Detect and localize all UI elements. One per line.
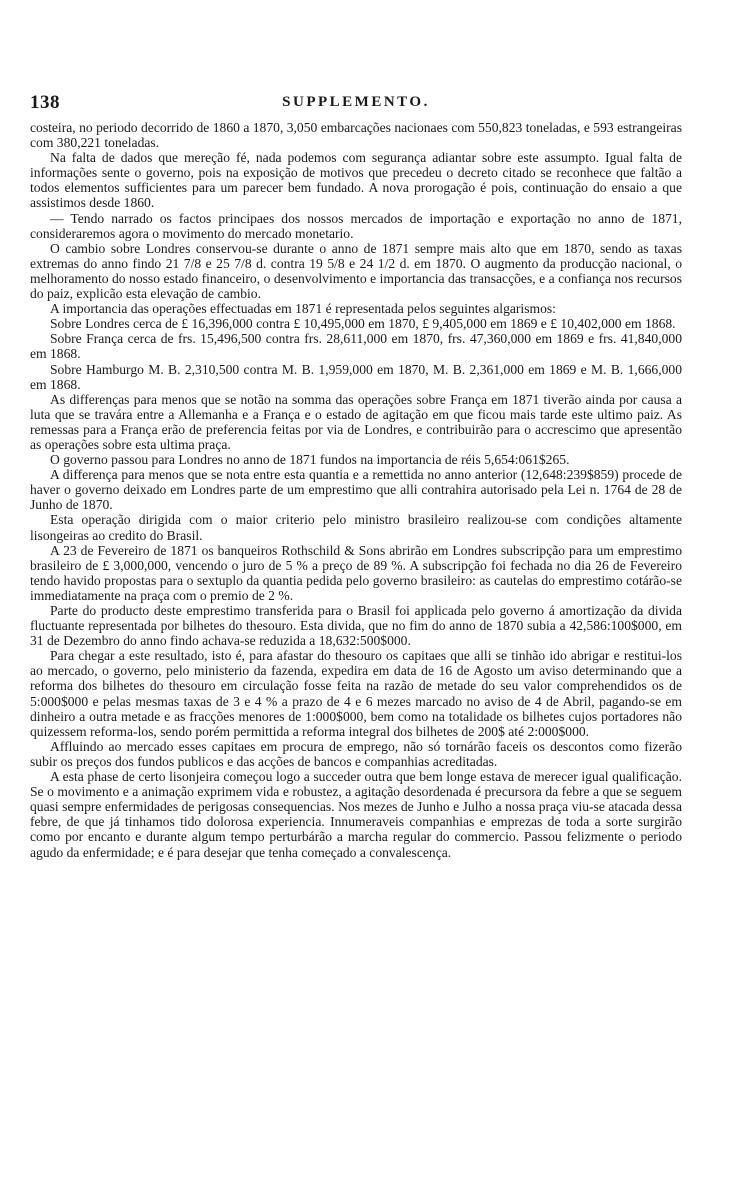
paragraph: Sobre Hamburgo M. B. 2,310,500 contra M. B. 1,959,000 em 1870, M. B. 2,361,000 em 1869 e M. B. 1,666,000 em 1868.: [30, 361, 682, 392]
paragraph: Affluindo ao mercado esses capitaes em procura de emprego, não só tornárão faceis os descontos como fizerão subir os preços dos fundos publicos e das acções de bancos e companhias acreditadas.: [30, 738, 682, 769]
paragraph: Parte do producto deste emprestimo transferida para o Brasil foi applicada pelo governo á amortização da divida fluctuante representada por bilhetes do thesouro. Esta divida, que no fim do anno de 1870 subia a 42,586:100$000, em 31 de Dezembro do anno findo achava-se reduzida a 18,632:500$000.: [30, 603, 682, 649]
page-number: 138: [30, 92, 60, 113]
paragraph: A 23 de Fevereiro de 1871 os banqueiros Rothschild & Sons abrirão em Londres subscripção para um emprestimo brasileiro de £ 3,000,000, vencendo o juro de 5 % a preço de 89 %. A subscripção foi fechada no dia 26 de Fevereiro tendo havido propostas para o sextuplo da quantia pedida pelo governo brasileiro: as cautelas do emprestimo cotárão-se immediatamente na praça com o premio de 2 %.: [30, 542, 682, 603]
paragraph: costeira, no periodo decorrido de 1860 a 1870, 3,050 embarcações nacionaes com 550,823 toneladas, e 593 estrangeiras com 380,221 toneladas.: [30, 120, 682, 151]
paragraph: Sobre Londres cerca de £ 16,396,000 contra £ 10,495,000 em 1870, £ 9,405,000 em 1869 e £ 10,402,000 em 1868.: [50, 316, 676, 332]
paragraph: A differença para menos que se nota entre esta quantia e a remettida no anno anterior (12,648:239$859) procede de haver o governo deixado em Londres parte de um emprestimo que alli contrahira autorisado pela Lei n. 1764 de 28 de Junho de 1870.: [30, 467, 682, 513]
paragraph: A esta phase de certo lisonjeira começou logo a succeder outra que bem longe estava de merecer igual qualificação. Se o movimento e a animação exprimem vida e robustez, a agitação desordenada é precursora da febre a que se seguem quasi sempre enfermidades de perigosas consequencias. Nos mezes de Junho e Julho a nossa praça viu-se atacada dessa febre, de que já tinhamos tido dolorosa experiencia. Innumeraveis companhias e emprezas de toda a sorte surgirão como por encanto e durante algum tempo perturbárão a marcha regular do commercio. Passou felizmente o periodo agudo da enfermidade; e é para desejar que tenha começado a convalescença.: [30, 769, 682, 860]
paragraph: Esta operação dirigida com o maior criterio pelo ministro brasileiro realizou-se com condições altamente lisongeiras ao credito do Brasil.: [30, 512, 682, 543]
paragraph: Na falta de dados que mereção fé, nada podemos com segurança adiantar sobre este assumpto. Igual falta de informações sente o governo, pois na exposição de motivos que precedeu o decreto citado se reconhece que faltão a todos elementos sufficientes para um parecer bem fundado. A nova prorogação é pois, continuação do ensaio a que assistimos desde 1860.: [30, 150, 682, 211]
paragraph: — Tendo narrado os factos principaes dos nossos mercados de importação e exportação no anno de 1871, consideraremos agora o movimento do mercado monetario.: [30, 210, 682, 241]
running-title: SUPPLEMENTO.: [282, 94, 430, 110]
body-text: [30, 120, 682, 860]
paragraph: O cambio sobre Londres conservou-se durante o anno de 1871 sempre mais alto que em 1870, sendo as taxas extremas do anno findo 21 7/8 e 25 7/8 d. contra 19 5/8 e 24 1/2 d. em 1870. O augmento da producção nacional, o melhoramento do nosso estado financeiro, o desenvolvimento e importancia das transacções, e a confiança nos recursos do paiz, explicão esta elevação de cambio.: [30, 240, 682, 302]
paragraph: As differenças para menos que se notão na somma das operações sobre França em 1871 tiverão ainda por causa a luta que se travára entre a Allemanha e a França e o estado de agitação em que ficou mais tarde este ultimo paiz. As remessas para a França erão de preferencia feitas por via de Londres, e contribuirão para o accrescimo que apresentão as operações sobre esta ultima praça.: [30, 391, 682, 452]
paragraph: Sobre França cerca de frs. 15,496,500 contra frs. 28,611,000 em 1870, frs. 47,360,000 em 1869 e frs. 41,840,000 em 1868.: [30, 331, 682, 362]
paragraph: A importancia das operações effectuadas em 1871 é representada pelos seguintes algarismos:: [50, 301, 556, 317]
paragraph: O governo passou para Londres no anno de 1871 fundos na importancia de réis 5,654:061$265.: [50, 452, 570, 468]
paragraph: Para chegar a este resultado, isto é, para afastar do thesouro os capitaes que alli se tinhão ido abrigar e restitui-los ao mercado, o governo, pelo ministerio da fazenda, expedira em data de 16 de Agosto um aviso determinando que a reforma dos bilhetes do thesouro em circulação fosse feita na razão de metade do seu valor comprehendidos os de 5:000$000 e pelas mesmas taxas de 3 e 4 % a prazo de 4 e 6 mezes marcado no aviso de 4 de Abril, pagando-se em dinheiro a outra metade e as fracções menores de 1:000$000, bem como na totalidade os bilhetes cujos portadores não quizessem reforma-los, sendo porém permittida a reforma integral dos bilhetes de 200$ até 2:000$000.: [30, 648, 682, 739]
page-header: [30, 92, 682, 112]
